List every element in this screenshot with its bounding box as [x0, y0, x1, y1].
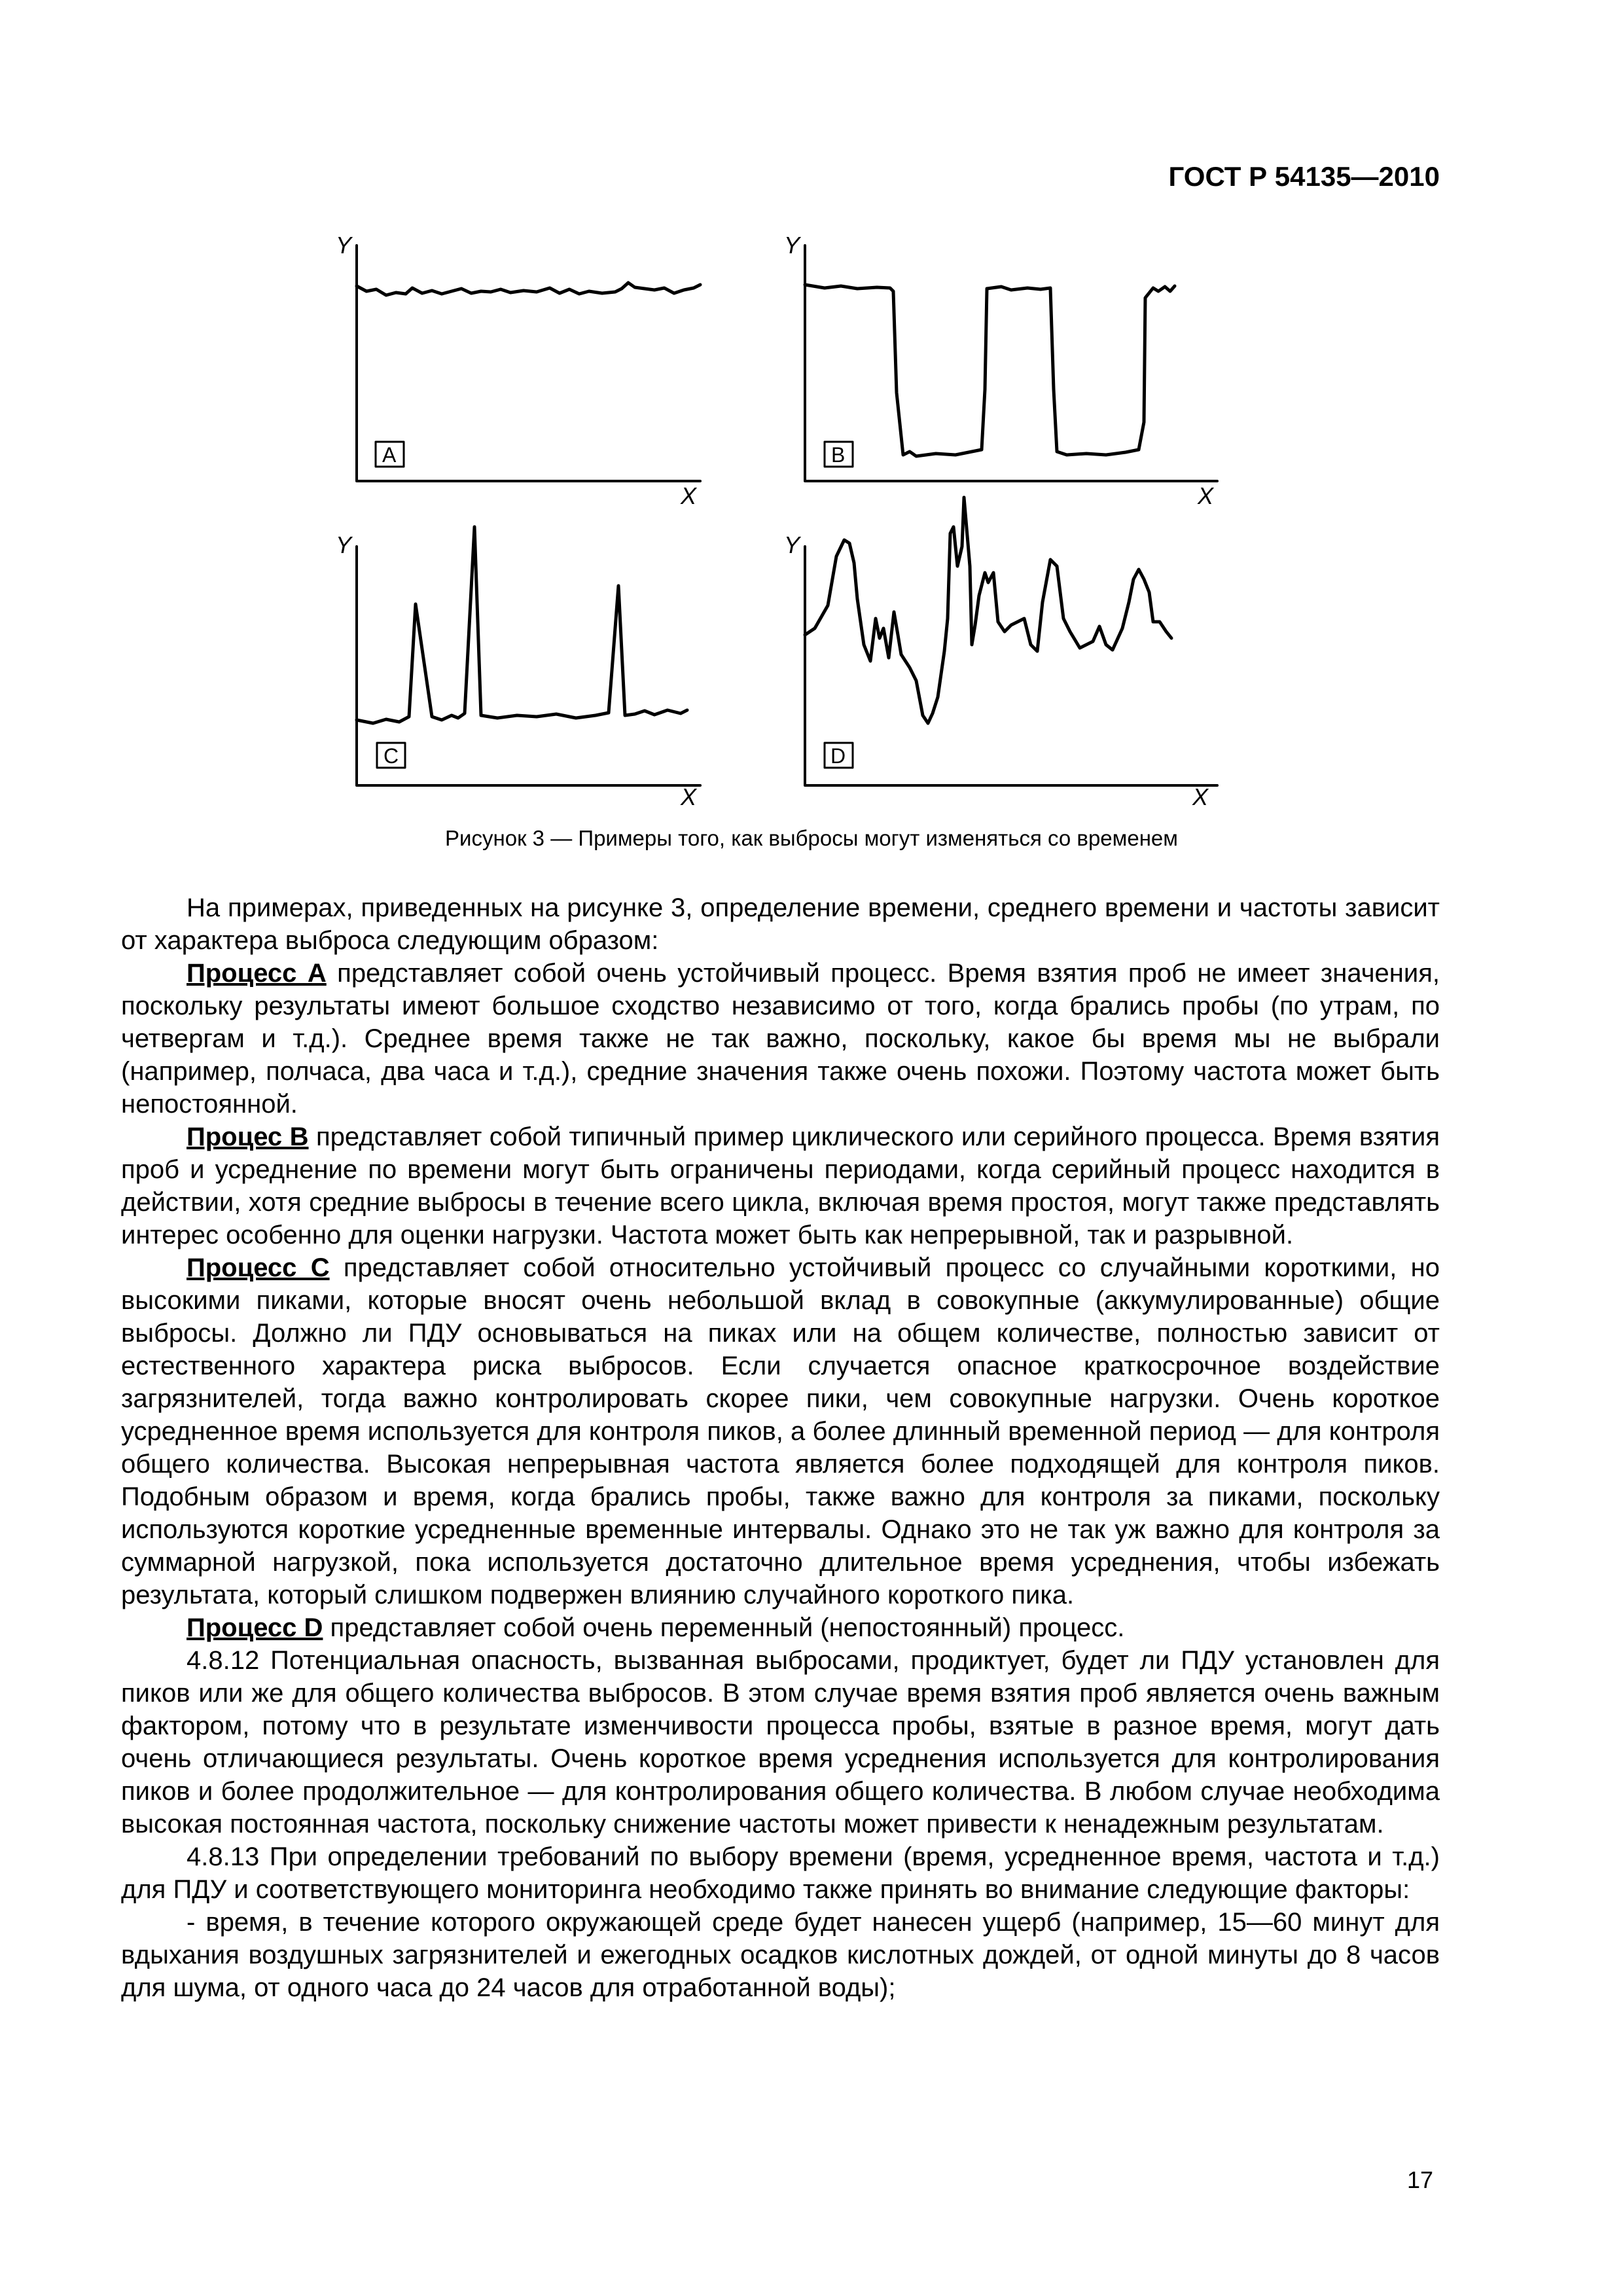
panel-b-y-axis-label: Y — [784, 232, 800, 259]
panel-d-curve — [805, 497, 1171, 723]
panel-d-label: D — [830, 744, 846, 768]
process-c-text: представляет собой относительно устойчивый процесс со случайными короткими, но высокими пиками, которые вносят очень небольшой вклад в совокупные (аккумулированные) общие выбросы. Должно ли ПДУ основываться на пиках или на общем количестве, полностью зависит от естественного характера риска выбросов. Если случается опасное краткосрочное воздействие загрязнителей, тогда важно контролировать скорее пики, чем совокупные нагрузки. Очень короткое усредненное время используется для контроля пиков, а более длинный временной период — для контроля общего количества. Высокая непрерывная частота является более подходящей для контроля пиков. Подобным образом и время, когда брались пробы, также важно для контроля за пиками, поскольку используются короткие усредненные временные интервалы. Однако это не так уж важно для контроля за суммарной нагрузкой, пока используется достаточно длительное время усреднения, чтобы избежать результата, который слишком подвержен влиянию случайного короткого пика. — [121, 1253, 1440, 1609]
panel-c-axes — [357, 547, 700, 785]
panel-c-y-axis-label: Y — [336, 531, 352, 558]
process-b-text: представляет собой типичный пример циклического или серийного процесса. Время взятия проб и усреднение по времени могут быть ограничены периодами, когда серийный процесс находится в действии, хотя средние выбросы в течение всего цикла, включая время простоя, могут также представлять интерес особенно для оценки нагрузки. Частота может быть как непрерывной, так и разрывной. — [121, 1122, 1440, 1249]
panel-d-x-axis-label: X — [1192, 783, 1209, 810]
process-a-lead: Процесс A — [187, 959, 327, 988]
process-c-paragraph — [121, 1251, 1440, 1611]
process-b-paragraph — [121, 1121, 1440, 1251]
panel-b-x-axis-label: X — [1198, 482, 1214, 509]
clause-4-8-13: 4.8.13 При определении требований по выбору времени (время, усредненное время, частота и т.д.) для ПДУ и соответствующего мониторинга необходимо также принять во внимание следующие факторы: — [121, 1842, 1440, 1904]
panel-d-y-axis-label: Y — [784, 531, 800, 558]
panel-b-axes — [805, 245, 1217, 481]
intro-paragraph: На примерах, приведенных на рисунке 3, определение времени, среднего времени и частоты зависит от характера выброса следующим образом: — [121, 893, 1440, 955]
figure-3-graphic — [327, 226, 1243, 815]
panel-a-axes — [357, 245, 700, 481]
document-code: ГОСТ Р 54135—2010 — [1168, 161, 1440, 192]
panel-a-label: A — [382, 443, 397, 467]
process-d-paragraph — [121, 1611, 1440, 1644]
body-text — [121, 891, 1440, 2004]
panel-b-curve — [805, 285, 1175, 456]
panel-a-curve — [357, 283, 700, 295]
process-d-text: представляет собой очень переменный (непостоянный) процесс. — [323, 1613, 1125, 1642]
panel-c-label: C — [383, 744, 399, 768]
panel-d-axes — [805, 547, 1217, 785]
process-a-text: представляет собой очень устойчивый процесс. Время взятия проб не имеет значения, поскольку результаты имеют большое сходство независимо от того, когда брались пробы (по утрам, по четвергам и т.д.). Среднее время также не так важно, поскольку, какое бы время мы не выбрали (например, полчаса, два часа и т.д.), средние значения также очень похожи. Поэтому частота может быть непостоянной. — [121, 959, 1440, 1119]
process-b-lead: Процес B — [187, 1122, 309, 1151]
panel-c-curve — [357, 527, 687, 723]
panel-a-y-axis-label: Y — [336, 232, 352, 259]
panel-c-x-axis-label: X — [681, 783, 697, 810]
panel-a-x-axis-label: X — [681, 482, 697, 509]
process-a-paragraph — [121, 957, 1440, 1121]
panel-b-label: B — [831, 443, 846, 467]
process-d-lead: Процесс D — [187, 1613, 323, 1642]
figure-caption: Рисунок 3 — Примеры того, как выбросы могут изменяться со временем — [445, 826, 1178, 850]
list-item: - время, в течение которого окружающей среде будет нанесен ущерб (например, 15—60 минут для вдыхания воздушных загрязнителей и ежегодных осадков кислотных дождей, от одной минуты до 8 часов для шума, от одного часа до 24 часов для отработанной воды); — [121, 1908, 1440, 2002]
clause-4-8-12: 4.8.12 Потенциальная опасность, вызванная выбросами, продиктует, будет ли ПДУ установлен для пиков или же для общего количества выбросов. В этом случае время взятия проб является очень важным фактором, потому что в результате изменчивости процесса пробы, взятые в разное время, могут дать очень отличающиеся результаты. Очень короткое время усреднения используется для контролирования пиков и более продолжительное — для контролирования общего количества. В любом случае необходима высокая постоянная частота, поскольку снижение частоты может привести к ненадежным результатам. — [121, 1646, 1440, 1839]
process-c-lead: Процесс C — [187, 1253, 330, 1282]
page-number: 17 — [1406, 2166, 1433, 2193]
figure-3 — [327, 226, 1243, 815]
